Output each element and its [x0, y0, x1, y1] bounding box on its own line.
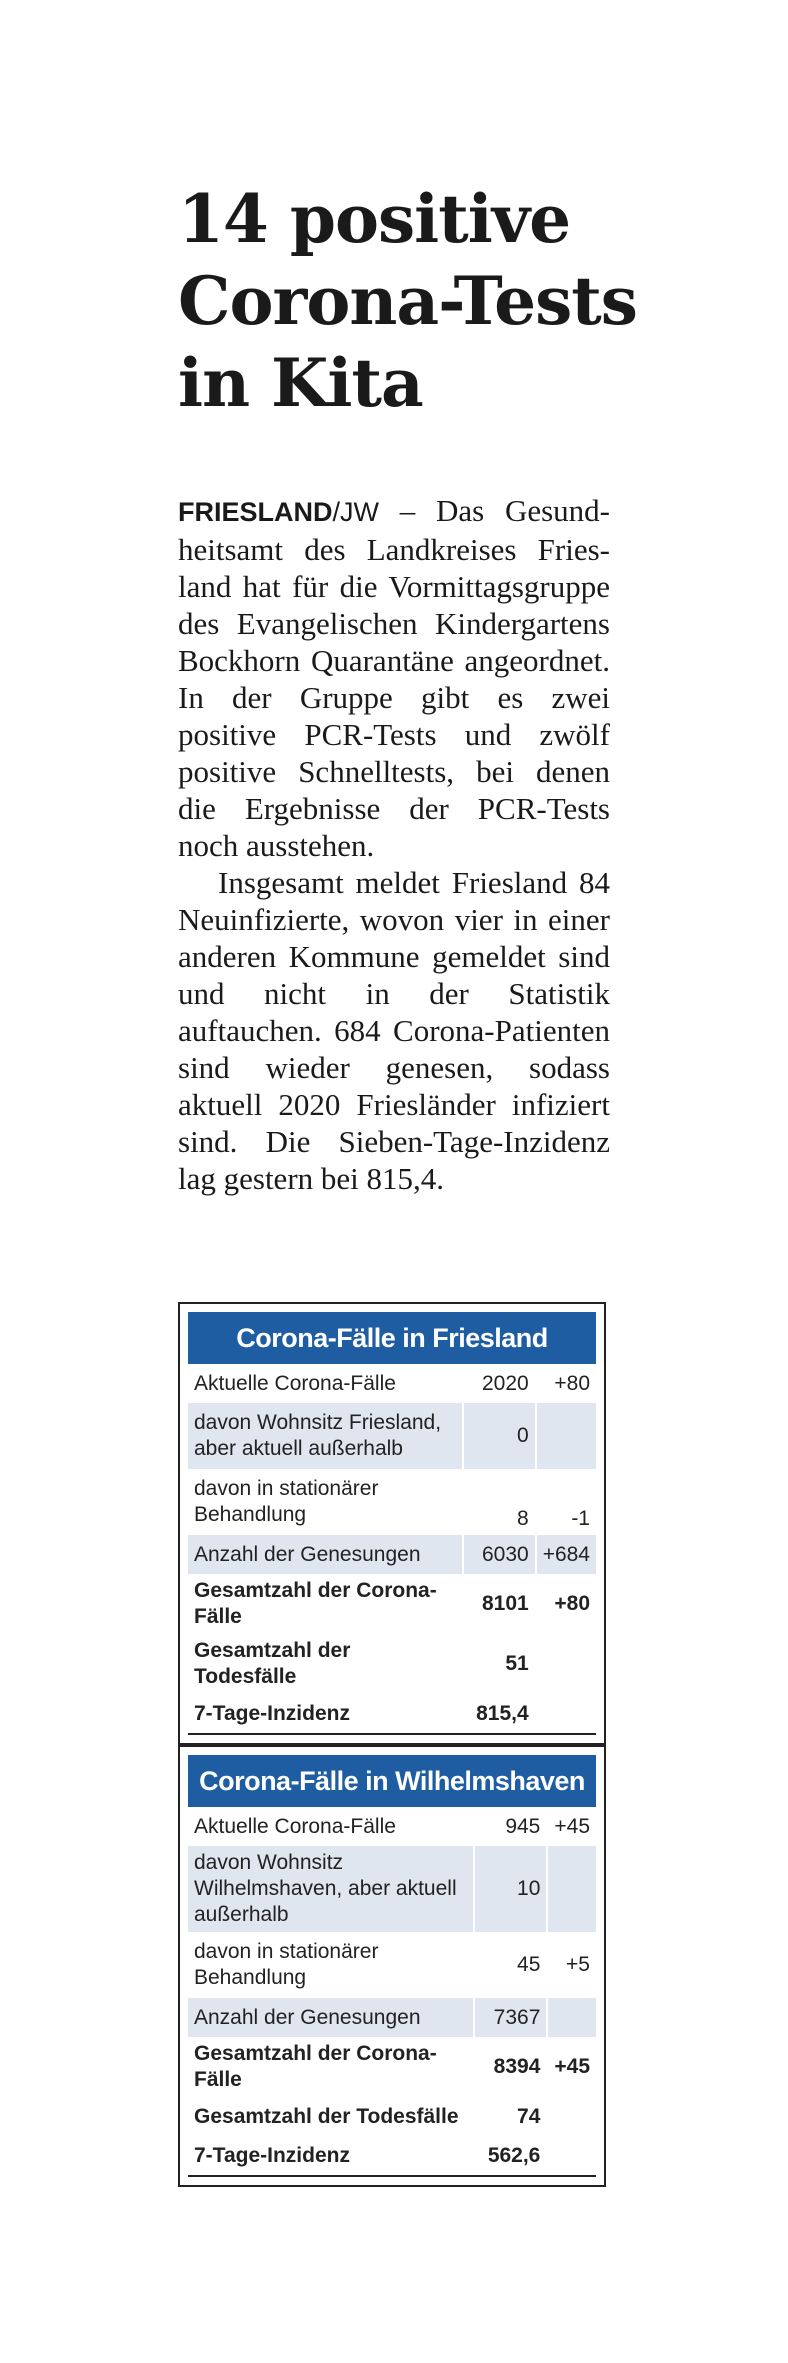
row-label: Aktuelle Corona-Fälle: [194, 1371, 396, 1395]
row-change: +80: [536, 1574, 596, 1634]
row-value: 45: [474, 1932, 547, 1998]
friesland-stats-table: [188, 1364, 596, 1735]
row-label: 7-Tage-Inzidenz: [188, 1694, 463, 1734]
row-value: 6030: [463, 1535, 536, 1574]
table-row: [188, 1998, 596, 2037]
row-label: davon in stationärer Behandlung: [194, 1477, 379, 1526]
table-row: [188, 2097, 596, 2136]
table-row: [188, 1574, 596, 1634]
row-change: +5: [547, 1932, 596, 1998]
row-label: Gesamtzahl der Todesfälle: [194, 2104, 459, 2128]
row-value: 10: [474, 1846, 547, 1932]
row-label: davon Wohnsitz Wilhelmshaven, aber aktuell außerhalb: [188, 1846, 474, 1932]
wilhelmshaven-stats-box: [178, 1745, 606, 2187]
row-label: davon Wohnsitz Friesland, aber aktuell außerhalb: [188, 1403, 463, 1469]
row-change: +45: [547, 1807, 596, 1846]
row-change: [547, 1846, 596, 1932]
paragraph-1-text: – Das Gesundheitsamt des Landkreises Friesland hat für die Vormittagsgruppe des Evangelischen Kindergartens Bockhorn Quarantäne angeordnet. In der Gruppe gibt es zwei positive PCR-Tests und zwölf positive Schnelltests, bei denen die Ergebnisse der PCR-Tests noch ausstehen.: [178, 493, 610, 863]
row-value: 0: [463, 1403, 536, 1469]
table-row: [188, 1403, 596, 1469]
row-label: Gesamtzahl der Corona-Fälle: [194, 2042, 437, 2091]
row-value: 8101: [463, 1574, 536, 1634]
table-row: [188, 1846, 596, 1932]
row-label: Aktuelle Corona-Fälle: [194, 1814, 396, 1838]
row-change: [536, 1694, 596, 1734]
row-value: 945: [474, 1807, 547, 1846]
row-label: Anzahl der Genesungen: [188, 1535, 463, 1574]
table-row: [188, 2037, 596, 2097]
row-label: davon in stationärer Behandlung: [194, 1940, 379, 1989]
dateline: FRIESLAND: [178, 497, 333, 527]
article-body: [178, 492, 610, 1197]
table-row: [188, 1535, 596, 1574]
headline-line-2: Corona-Tests: [178, 262, 637, 340]
row-change: [547, 1998, 596, 2037]
row-label: Anzahl der Genesungen: [188, 1998, 474, 2037]
row-change: [536, 1403, 596, 1469]
row-change: -1: [536, 1469, 596, 1535]
row-change: +684: [536, 1535, 596, 1574]
row-value: 815,4: [463, 1694, 536, 1734]
headline-line-3: in Kita: [178, 344, 423, 422]
headline-line-1: 14 positive: [178, 180, 571, 258]
row-value: 74: [474, 2097, 547, 2136]
row-label: Gesamtzahl der Todesfälle: [194, 1639, 351, 1688]
table-row: [188, 1932, 596, 1998]
article-paragraph-1: [178, 492, 610, 864]
row-label: 7-Tage-Inzidenz: [188, 2136, 474, 2176]
row-value: 2020: [463, 1364, 536, 1403]
table-row: [188, 1634, 596, 1694]
table-row: [188, 1364, 596, 1403]
row-value: 7367: [474, 1998, 547, 2037]
row-value: 51: [463, 1634, 536, 1694]
wilhelmshaven-stats-table: [188, 1807, 596, 2177]
agency-tag: /JW: [332, 497, 379, 527]
row-value: 8: [463, 1469, 536, 1535]
table-row: [188, 1807, 596, 1846]
row-value: 562,6: [474, 2136, 547, 2176]
row-change: [536, 1634, 596, 1694]
row-change: +80: [536, 1364, 596, 1403]
table-row: [188, 2136, 596, 2176]
row-change: [547, 2097, 596, 2136]
row-change: +45: [547, 2037, 596, 2097]
table-row: [188, 1694, 596, 1734]
article-paragraph-2: Insgesamt meldet Friesland 84 Neuinfizierte, wovon vier in einer anderen Kommune gemeldet sind und nicht in der Statistik auftauchen. 684 Corona-Patienten sind wieder genesen, sodass aktuell 2020 Friesländer infiziert sind. Die Sieben-Tage-Inzidenz lag gestern bei 815,4.: [178, 865, 610, 1196]
friesland-stats-box: [178, 1302, 606, 1745]
table-row: [188, 1469, 596, 1535]
wilhelmshaven-box-title: Corona-Fälle in Wilhelmshaven: [188, 1755, 596, 1807]
headline: [178, 178, 638, 424]
row-value: 8394: [474, 2037, 547, 2097]
friesland-box-title: Corona-Fälle in Friesland: [188, 1312, 596, 1364]
row-label: Gesamtzahl der Corona-Fälle: [194, 1579, 437, 1628]
row-change: [547, 2136, 596, 2176]
